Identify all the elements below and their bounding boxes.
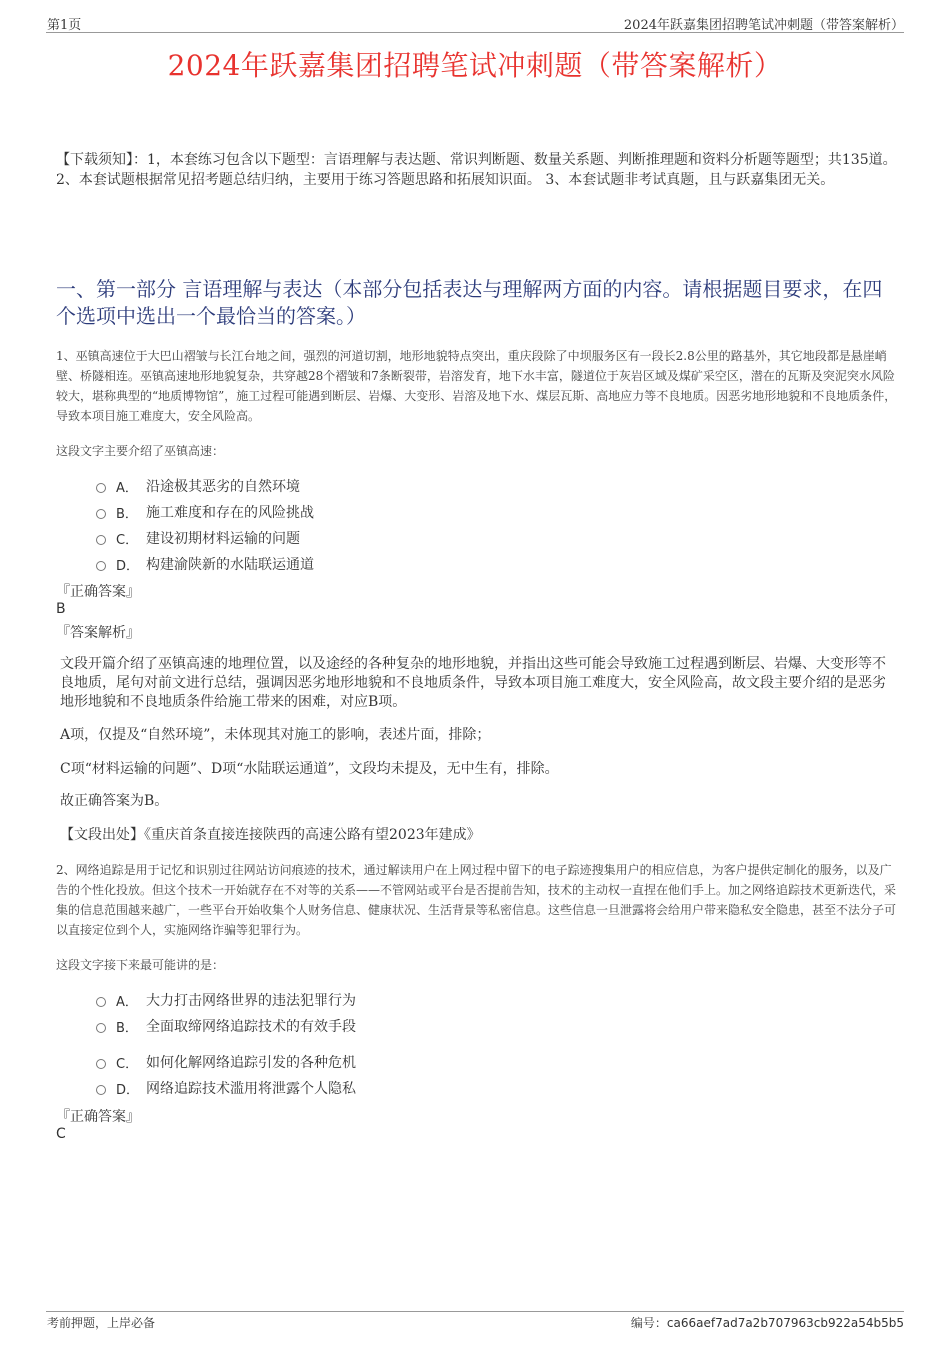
- option-text: 构建渝陕新的水陆联运通道: [146, 557, 314, 573]
- question-1-analysis-paragraph: A项，仅提及“自然环境”，未体现其对施工的影响，表述片面，排除；: [60, 727, 491, 743]
- question-1-analysis-paragraph: 故正确答案为B。: [60, 793, 169, 809]
- question-2-text: 2、网络追踪是用于记忆和识别过往网站访问痕迹的技术，通过解读用户在上网过程中留下的电子踪迹搜集用户的相应信息，为客户提供定制化的服务，以及广告的个性化投放。但这个技术一开始就存在不对等的关系——不管网站或平台是否提前告知，技术的主动权一直捏在他们手上。加之网络追踪技术更新迭代，采集的信息范围越来越广，一些平台开始收集个人财务信息、健康状况、生活背景等私密信息。这些信息一旦泄露将会给用户带来隐私安全隐患，甚至不法分子可以直接定位到个人，实施网络诈骗等犯罪行为。: [56, 863, 897, 937]
- radio-icon[interactable]: [96, 1023, 106, 1033]
- question-1-option-a[interactable]: [96, 476, 300, 496]
- download-notice: 【下载须知】：1，本套练习包含以下题型：言语理解与表达题、常识判断题、数量关系题、判断推理题和资料分析题等题型；共135道。 2、本套试题根据常见招考题总结归纳，主要用于练习答题思路和拓展知识面。 3、本套试题非考试真题，且与跃嘉集团无关。: [56, 152, 897, 188]
- footer-code-value: ca66aef7ad7a2b707963cb922a54b5b5: [666, 1316, 904, 1330]
- option-letter: B．: [116, 1020, 138, 1036]
- question-2-option-d[interactable]: [96, 1078, 356, 1098]
- question-2-answer: C: [56, 1126, 66, 1142]
- question-2-option-a[interactable]: [96, 990, 356, 1010]
- footer-divider: [46, 1311, 904, 1312]
- option-text: 网络追踪技术滥用将泄露个人隐私: [146, 1081, 356, 1097]
- footer-code: [631, 1314, 904, 1331]
- option-letter: D．: [116, 558, 140, 574]
- question-1-analysis-label: 『答案解析』: [56, 625, 140, 641]
- page-number: 第1页: [47, 18, 82, 33]
- question-2-prompt: 这段文字接下来最可能讲的是：: [56, 958, 225, 972]
- option-text: 施工难度和存在的风险挑战: [146, 505, 314, 521]
- question-1-option-c[interactable]: [96, 528, 300, 548]
- document-title: 2024年跃嘉集团招聘笔试冲刺题（带答案解析）: [167, 49, 783, 82]
- option-letter: C．: [116, 1056, 139, 1072]
- header-doc-title: 2024年跃嘉集团招聘笔试冲刺题（带答案解析）: [623, 18, 904, 33]
- question-2-option-b[interactable]: [96, 1016, 356, 1036]
- question-1-answer: B: [56, 601, 66, 617]
- option-text: 沿途极其恶劣的自然环境: [146, 479, 300, 495]
- question-2-option-c[interactable]: [96, 1052, 356, 1072]
- question-1-option-b[interactable]: [96, 502, 314, 522]
- footer-slogan: 考前押题，上岸必备: [47, 1316, 156, 1330]
- option-text: 全面取缔网络追踪技术的有效手段: [146, 1019, 356, 1035]
- option-letter: A．: [116, 480, 138, 496]
- radio-icon[interactable]: [96, 561, 106, 571]
- option-text: 如何化解网络追踪引发的各种危机: [146, 1055, 356, 1071]
- question-1-option-d[interactable]: [96, 554, 314, 574]
- option-text: 建设初期材料运输的问题: [146, 531, 300, 547]
- question-1-answer-label: 『正确答案』: [56, 584, 140, 600]
- option-text: 大力打击网络世界的违法犯罪行为: [146, 993, 356, 1009]
- option-letter: A．: [116, 994, 138, 1010]
- option-letter: B．: [116, 506, 138, 522]
- question-1-text: 1、巫镇高速位于大巴山褶皱与长江台地之间，强烈的河道切割，地形地貌特点突出，重庆段除了中坝服务区有一段长2.8公里的路基外，其它地段都是悬崖峭壁、桥隧相连。巫镇高速地形地貌复杂，共穿越28个褶皱和7条断裂带，岩溶发育，地下水丰富，隧道位于灰岩区域及煤矿采空区，潜在的瓦斯及突泥突水风险较大，堪称典型的“地质博物馆”，施工过程可能遇到断层、岩爆、大变形、岩溶及地下水、煤层瓦斯、高地应力等不良地质。因恶劣地形地貌和不良地质条件，导致本项目施工难度大，安全风险高。: [56, 349, 897, 423]
- option-letter: C．: [116, 532, 139, 548]
- question-1-analysis-paragraph: 文段开篇介绍了巫镇高速的地理位置，以及途经的各种复杂的地形地貌，并指出这些可能会导致施工过程遇到断层、岩爆、大变形等不良地质，尾句对前文进行总结，强调因恶劣地形地貌和不良地质条件，导致本项目施工难度大，安全风险高，故文段主要介绍的是恶劣地形地貌和不良地质条件给施工带来的困难，对应B项。: [60, 656, 886, 710]
- question-1-analysis-paragraph: C项“材料运输的问题”、D项“水陆联运通道”，文段均未提及，无中生有，排除。: [60, 761, 559, 777]
- radio-icon[interactable]: [96, 483, 106, 493]
- question-1-prompt: 这段文字主要介绍了巫镇高速：: [56, 444, 225, 458]
- footer-code-label: 编号：: [630, 1316, 667, 1330]
- option-letter: D．: [116, 1082, 140, 1098]
- radio-icon[interactable]: [96, 509, 106, 519]
- radio-icon[interactable]: [96, 535, 106, 545]
- radio-icon[interactable]: [96, 997, 106, 1007]
- radio-icon[interactable]: [96, 1059, 106, 1069]
- radio-icon[interactable]: [96, 1085, 106, 1095]
- section-heading: 一、第一部分 言语理解与表达（本部分包括表达与理解两方面的内容。请根据题目要求，在四个选项中选出一个最恰当的答案。）: [56, 277, 883, 328]
- header-divider: [46, 32, 904, 33]
- question-2-answer-label: 『正确答案』: [56, 1109, 140, 1125]
- question-1-source: 【文段出处】《重庆首条直接连接陕西的高速公路有望2023年建成》: [60, 827, 481, 843]
